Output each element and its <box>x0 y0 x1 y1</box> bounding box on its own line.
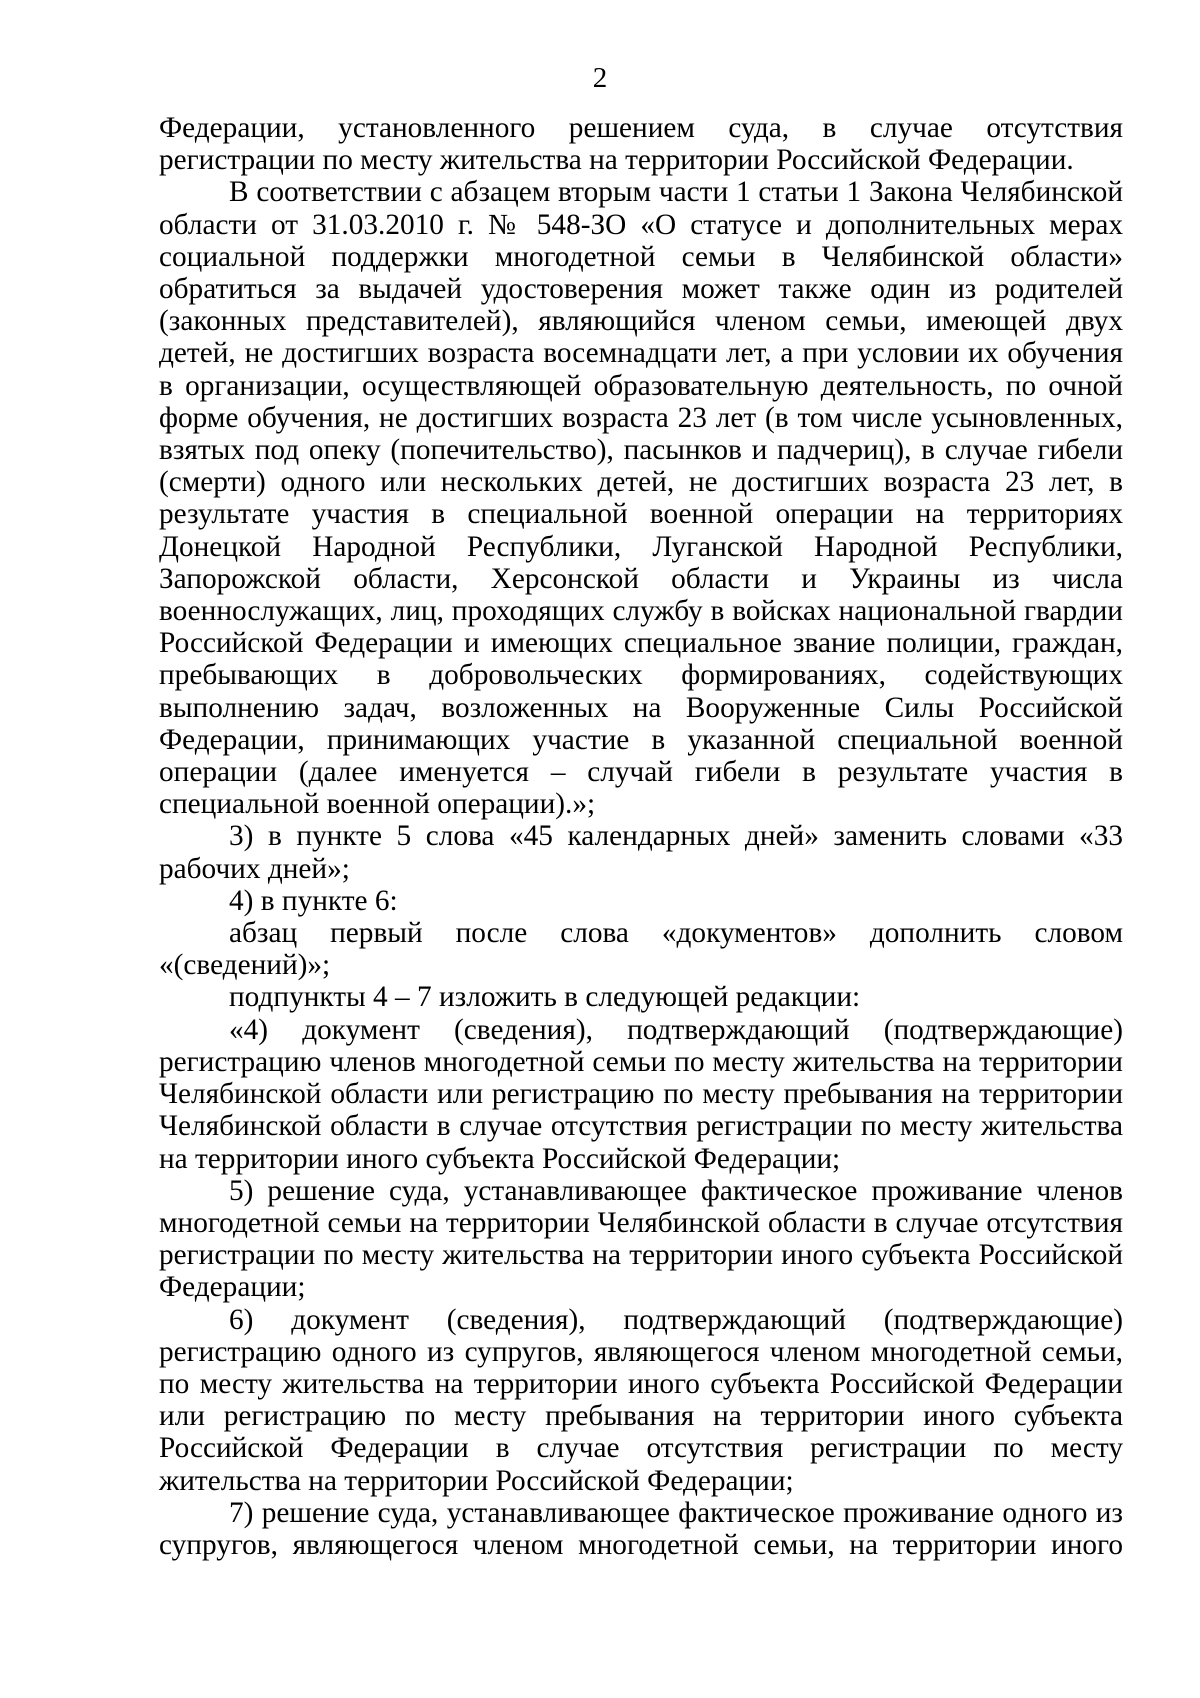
paragraph-item-3: 3) в пункте 5 слова «45 календарных дней» заменить словами «33 рабочих дней»; <box>159 820 1123 885</box>
paragraph-subitem-5: 5) решение суда, устанавливающее фактическое проживание членов многодетной семьи на территории Челябинской области в случае отсутствия регистрации по месту жительства на территории иного субъекта Российской Федерации; <box>159 1174 1123 1304</box>
document-body <box>159 112 1123 1561</box>
paragraph-subitem-6: 6) документ (сведения), подтверждающий (подтверждающие) регистрацию одного из супругов, являющегося членом многодетной семьи, по месту жительства на территории иного субъекта Российской Федерации или регистрацию по месту пребывания на территории иного субъекта Российской Федерации в случае отсутствия регистрации по месту жительства на территории Российской Федерации; <box>159 1303 1123 1497</box>
paragraph-item-4: 4) в пункте 6: <box>229 884 398 917</box>
page-number: 2 <box>592 62 608 94</box>
paragraph-subitem-7: 7) решение суда, устанавливающее фактическое проживание одного из супругов, являющегося членом многодетной семьи, на территории иного <box>159 1496 1123 1561</box>
paragraph-continuation: Федерации, установленного решением суда, в случае отсутствия регистрации по месту жительства на территории Российской Федерации. <box>159 112 1123 177</box>
paragraph-law-reference: В соответствии с абзацем вторым части 1 статьи 1 Закона Челябинской области от 31.03.2010 г. № 548-ЗО «О статусе и дополнительных мерах социальной поддержки многодетной семьи в Челябинской области» обратиться за выдачей удостоверения может также один из родителей (законных представителей), являющийся членом семьи, имеющей двух детей, не достигших возраста восемнадцати лет, а при условии их обучения в организации, осуществляющей образовательную деятельность, по очной форме обучения, не достигших возраста 23 лет (в том числе усыновленных, взятых под опеку (попечительство), пасынков и падчериц), в случае гибели (смерти) одного или нескольких детей, не достигших возраста 23 лет, в результате участия в специальной военной операции на территориях Донецкой Народной Республики, Луганской Народной Республики, Запорожской области, Херсонской области и Украины из числа военнослужащих, лиц, проходящих службу в войсках национальной гвардии Российской Федерации и имеющих специальное звание полиции, граждан, пребывающих в добровольческих формированиях, содействующих выполнению задач, возложенных на Вооруженные Силы Российской Федерации, принимающих участие в указанной специальной военной операции (далее именуется – случай гибели в результате участия в специальной военной операции).»; <box>159 176 1123 821</box>
paragraph-subitem-4: «4) документ (сведения), подтверждающий (подтверждающие) регистрацию членов многодетной семьи по месту жительства на территории Челябинской области или регистрацию по месту пребывания на территории Челябинской области в случае отсутствия регистрации по месту жительства на территории иного субъекта Российской Федерации; <box>159 1013 1123 1175</box>
paragraph-first-abzac-amendment: абзац первый после слова «документов» дополнить словом «(сведений)»; <box>159 917 1123 982</box>
paragraph-subitems-intro: подпункты 4 – 7 изложить в следующей редакции: <box>229 981 861 1014</box>
